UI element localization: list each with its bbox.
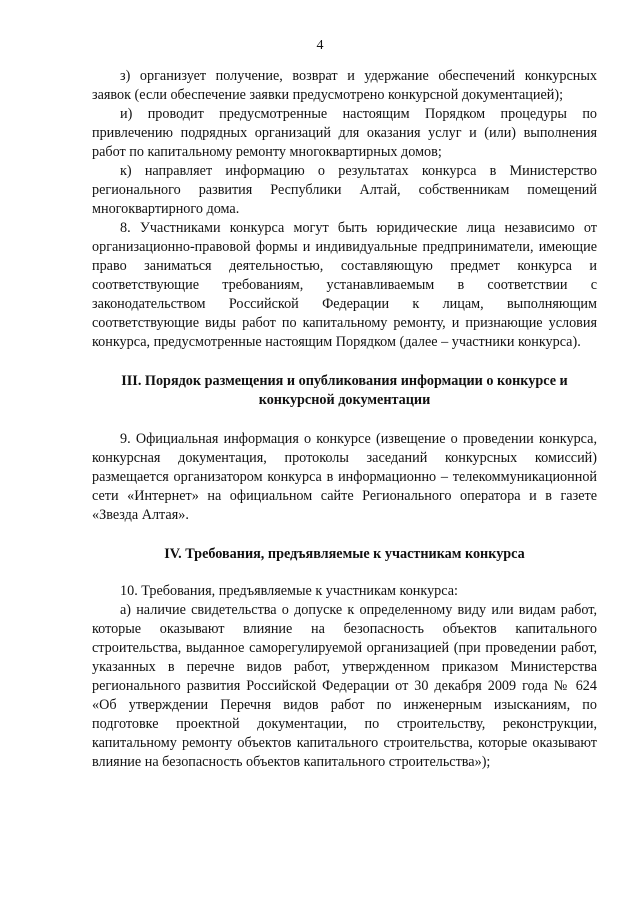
paragraph-9: 9. Официальная информация о конкурсе (извещение о проведении конкурса, конкурсная документация, протоколы заседаний конкурсных комиссий) размещается организатором конкурса в информационно – телекоммуникационной сети «Интернет» на официальном сайте Регионального оператора и в газете «Звезда Алтая».: [92, 431, 597, 523]
paragraph-item-k: к) направляет информацию о результатах конкурса в Министерство регионального развития Республики Алтай, собственникам помещений многоквартирного дома.: [92, 163, 597, 217]
spacer: [92, 352, 597, 372]
paragraph-item-i: и) проводит предусмотренные настоящим Порядком процедуры по привлечению подрядных организаций для оказания услуг и (или) выполнения работ по капитальному ремонту многоквартирных домов;: [92, 106, 597, 160]
page-number: 4: [316, 38, 324, 53]
document-body: [92, 67, 597, 772]
paragraph-item-z: з) организует получение, возврат и удержание обеспечений конкурсных заявок (если обеспечение заявки предусмотрено конкурсной документацией);: [92, 68, 597, 103]
paragraph-10: 10. Требования, предъявляемые к участникам конкурса:: [120, 583, 458, 599]
spacer: [92, 564, 597, 582]
section-heading-4: IV. Требования, предъявляемые к участникам конкурса: [164, 546, 525, 562]
spacer: [92, 525, 597, 545]
spacer: [92, 410, 597, 430]
paragraph-10-a: а) наличие свидетельства о допуске к определенному виду или видам работ, которые оказывают влияние на безопасность объектов капитального строительства, выданное саморегулируемой организацией (при проведении работ, указанных в перечне видов работ, утвержденном приказом Министерства регионального развития Российской Федерации от 30 декабря 2009 года № 624 «Об утверждении Перечня видов работ по инженерным изысканиям, по подготовке проектной документации, по строительству, реконструкции, капитальному ремонту объектов капитального строительства, которые оказывают влияние на безопасность объектов капитального строительства»);: [92, 602, 597, 770]
paragraph-8: 8. Участниками конкурса могут быть юридические лица независимо от организационно-правовой формы и индивидуальные предприниматели, имеющие право заниматься деятельностью, составляющую предмет конкурса и соответствующие требованиям, устанавливаемым в соответствии с законодательством Российской Федерации к лицам, выполняющим соответствующие виды работ по капитальному ремонту, и признающие условия конкурса, предусмотренные настоящим Порядком (далее – участники конкурса).: [92, 220, 597, 350]
section-heading-3: III. Порядок размещения и опубликования информации о конкурсе и конкурсной документации: [121, 373, 568, 408]
